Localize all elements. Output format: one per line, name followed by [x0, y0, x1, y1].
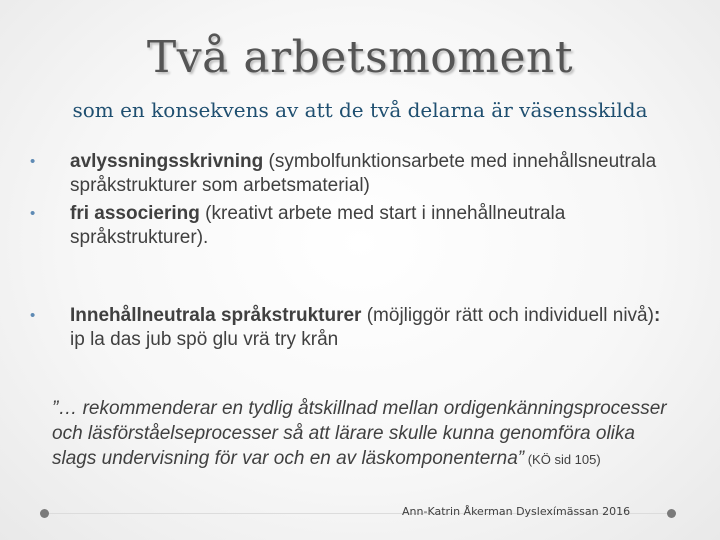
- bullet-item: [30, 150, 670, 198]
- slide-title: Två arbetsmoment: [146, 32, 574, 83]
- bullet-item: [30, 202, 670, 250]
- bullet-examples: ip la das jub spö glu vrä try krån: [70, 329, 339, 350]
- footer-left-dot-icon: [40, 509, 49, 518]
- bullet-list-2: [30, 304, 670, 356]
- bullet-dot-icon: •: [30, 153, 36, 170]
- bullet-dot-icon: •: [30, 205, 36, 222]
- footer-right-dot-icon: [667, 509, 676, 518]
- quote-reference: (KÖ sid 105): [524, 452, 601, 467]
- slide-subtitle: som en konsekvens av att de två delarna är väsensskilda: [72, 98, 648, 122]
- footer-author-event: Ann-Katrin Åkerman Dyslexímässan 2016: [402, 505, 631, 518]
- bullet-dot-icon: •: [30, 307, 36, 324]
- bullet-item: [30, 304, 670, 352]
- bullet-bold-text: avlyssningsskrivning: [70, 151, 264, 172]
- bullet-text: (kreativt arbete med start i innehållneutrala språkstrukturer).: [70, 203, 566, 248]
- bullet-list-1: [30, 150, 670, 254]
- quote-text: ”… rekommenderar en tydlig åtskillnad mellan ordigenkänningsprocesser och läsförståelseprocesser så att lärare skulle kunna genomföra olika slags undervisning för var och en av läskomponenterna”: [52, 398, 667, 469]
- bullet-bold-text: fri associering: [70, 203, 200, 224]
- bullet-colon: :: [653, 305, 661, 326]
- bullet-text: (symbolfunktionsarbete med innehållsneutrala språkstrukturer som arbetsmaterial): [70, 151, 657, 196]
- quote-block: [52, 396, 672, 472]
- bullet-text: (möjliggör rätt och individuell nivå): [361, 305, 654, 326]
- bullet-bold-text: Innehållneutrala språkstrukturer: [70, 305, 362, 326]
